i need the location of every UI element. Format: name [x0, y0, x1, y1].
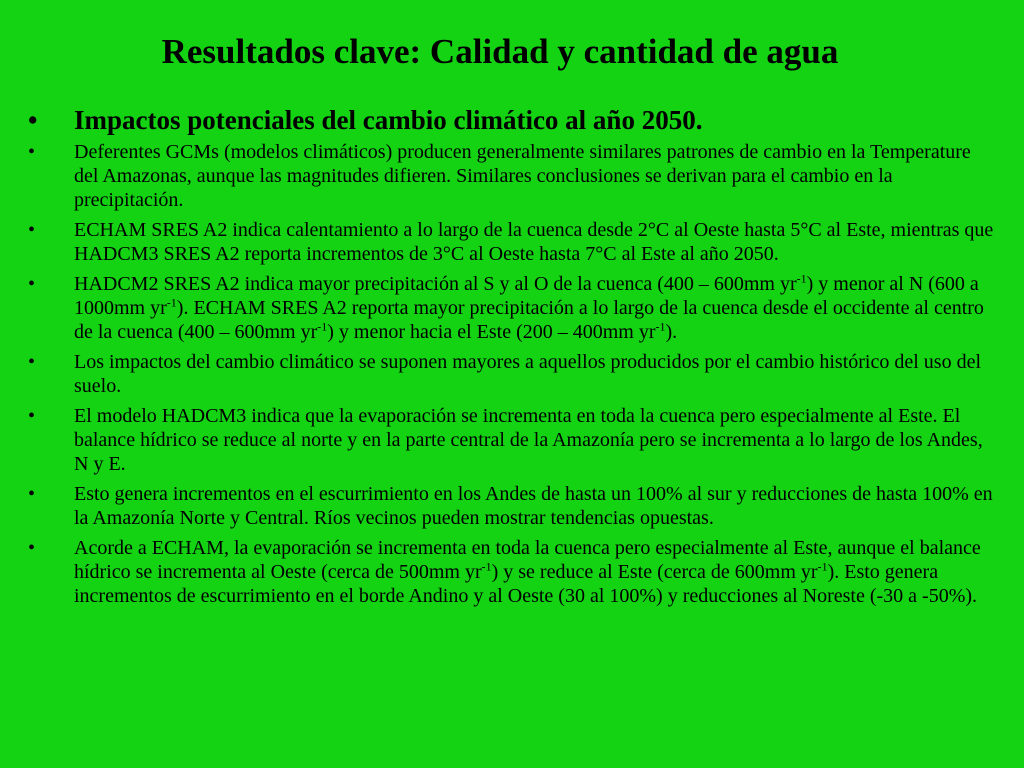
- text-run: ) y menor hacia el Este (200 – 400mm yr: [327, 321, 656, 343]
- bullet-item: [28, 272, 996, 344]
- bullet-dot-icon: •: [28, 483, 36, 505]
- bullet-item: [28, 482, 996, 530]
- text-run: ECHAM SRES A2 indica calentamiento a lo largo de la cuenca desde 2°C al Oeste hasta 5°C al Este, mientras que HADCM3 SRES A2 reporta incrementos de 3°C al Oeste hasta 7°C al Este al año 2050.: [74, 219, 994, 265]
- slide-title: Resultados clave: Calidad y cantidad de agua: [161, 32, 839, 71]
- text-run: HADCM2 SRES A2 indica mayor precipitación al S y al O de la cuenca (400 – 600mm yr: [74, 273, 797, 295]
- bullet-dot-icon: •: [28, 105, 38, 135]
- bullet-text: [74, 273, 984, 343]
- bullet-item: [28, 350, 996, 398]
- bullet-dot-icon: •: [28, 405, 36, 427]
- bullet-text: [74, 141, 971, 211]
- bullet-item: [28, 404, 996, 476]
- bullet-dot-icon: •: [28, 219, 36, 241]
- bullet-dot-icon: •: [28, 273, 36, 295]
- bullet-text: [74, 483, 993, 529]
- text-run: ).: [665, 321, 678, 343]
- text-run: ). Esto genera incrementos de escurrimiento en el borde Andino y al Oeste (30 al 100%) y reducciones al Noreste (-30 a -50%).: [74, 561, 978, 607]
- superscript-exponent: -1: [481, 559, 492, 574]
- superscript-exponent: -1: [655, 319, 666, 334]
- text-run: ) y menor al N (600 a 1000mm yr: [74, 273, 979, 319]
- text-run: Acorde a ECHAM, la evaporación se incrementa en toda la cuenca pero especialmente al Este, aunque el balance hídrico se incrementa al Oeste (cerca de 500mm yr: [74, 537, 981, 583]
- text-run: Deferentes GCMs (modelos climáticos) producen generalmente similares patrones de cambio en la Temperature del Amazonas, aunque las magnitudes difieren. Similares conclusiones se derivan para el cambio en la precipitación.: [74, 141, 971, 211]
- bullet-item: [28, 140, 996, 212]
- superscript-exponent: -1: [317, 319, 328, 334]
- bullet-text: [74, 351, 981, 397]
- bullet-item: [28, 536, 996, 608]
- headline-text: Impactos potenciales del cambio climático al año 2050.: [74, 105, 703, 135]
- bullet-dot-icon: •: [28, 537, 36, 559]
- bullet-list: [28, 104, 996, 614]
- bullet-dot-icon: •: [28, 351, 36, 373]
- text-run: ). ECHAM SRES A2 reporta mayor precipitación a lo largo de la cuenca desde el occidente al centro de la cuenca (400 – 600mm yr: [74, 297, 984, 343]
- headline-bullet: [28, 104, 996, 136]
- bullet-text: [74, 537, 981, 607]
- text-run: El modelo HADCM3 indica que la evaporación se incrementa en toda la cuenca pero especialmente al Este. El balance hídrico se reduce al norte y en la parte central de la Amazonía pero se incrementa a lo largo de los Andes, N y E.: [74, 405, 983, 475]
- bullet-text: [74, 405, 983, 475]
- superscript-exponent: -1: [796, 271, 807, 286]
- text-run: ) y se reduce al Este (cerca de 600mm yr: [491, 561, 818, 583]
- text-run: Los impactos del cambio climático se suponen mayores a aquellos producidos por el cambio histórico del uso del suelo.: [74, 351, 982, 397]
- bullet-text: [74, 219, 993, 265]
- bullet-dot-icon: •: [28, 141, 36, 163]
- superscript-exponent: -1: [166, 295, 177, 310]
- text-run: Esto genera incrementos en el escurrimiento en los Andes de hasta un 100% al sur y reducciones de hasta 100% en la Amazonía Norte y Central. Ríos vecinos pueden mostrar tendencias opuestas.: [74, 483, 993, 529]
- bullet-item: [28, 218, 996, 266]
- superscript-exponent: -1: [817, 559, 828, 574]
